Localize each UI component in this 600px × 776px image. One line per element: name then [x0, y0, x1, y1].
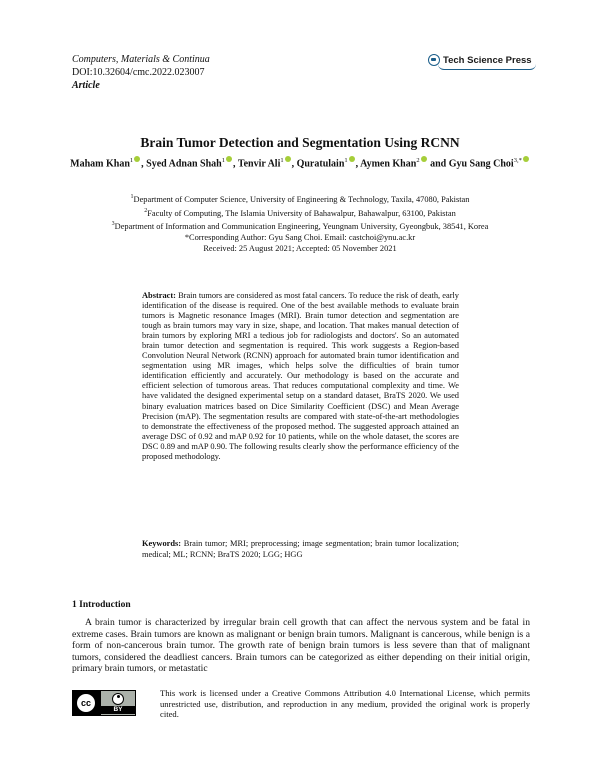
author-name[interactable]: Tenvir Ali	[237, 158, 281, 170]
orcid-icon[interactable]	[421, 156, 427, 162]
author-name[interactable]: Syed Adnan Shah	[146, 158, 222, 170]
abstract-text: Brain tumors are considered as most fatal cancers. To reduce the risk of death, early identification of the disease is required. One of the best available methods to evaluate brain tumors is Magnetic resonance Images (MRI). Brain tumor detection and segmentation are tough as brain tumors may vary in size, shape, and location. That makes manual detection of brain tumors by exploring MRI a tedious job for radiologists and doctors'. So an automated brain tumor detection and segmentation is required. This work suggests a Region-based Convolution Neural Network (RCNN) approach for automated brain tumor identification and segmentation using MR images, which helps solve the difficulties of brain tumor identification efficiently and accurately. Our methodology is based on the accurate and efficient selection of tumorous areas. That reduces computational complexity and time. We have validated the designed experimental setup on a standard dataset, BraTS 2020. We used binary evaluation matrices based on Dice Similarity Coefficient (DSC) and Mean Average Precision (mAP). The segmentation results are compared with state-of-the-art methodologies to demonstrate the effectiveness of the proposed method. The suggested approach attained an average DSC of 0.92 and mAP 0.92 for 10 patients, while on the whole dataset, the scores are DSC 0.89 and mAP 0.90. The following results clearly show the performance efficiency of the proposed methodology.	[142, 291, 459, 461]
author-name[interactable]: Aymen Khan	[360, 158, 417, 170]
received-accepted-dates: Received: 25 August 2021; Accepted: 05 November 2021	[203, 243, 397, 253]
abstract-label: Abstract:	[142, 291, 176, 300]
author-affiliation-sup: 1	[129, 157, 134, 164]
orcid-icon[interactable]	[134, 156, 140, 162]
by-label: BY	[101, 706, 135, 714]
publisher-swoosh-icon	[438, 64, 536, 70]
author-affiliation-sup: 2	[416, 157, 420, 164]
cc-by-license-badge[interactable]	[72, 690, 136, 716]
keywords-text: Brain tumor; MRI; preprocessing; image segmentation; brain tumor localization; medical; ML; RCNN; BraTS 2020; LGG; HGG	[142, 539, 460, 559]
author-affiliation-sup: 1	[344, 157, 348, 164]
article-type: Article	[72, 80, 100, 91]
author-name[interactable]: Maham Khan	[70, 158, 130, 170]
section-body-text: A brain tumor is characterized by irregular brain cell growth that can affect the nervous system and be fatal in extreme cases. Brain tumors are known as malignant or benign brain tumors. Malignant is cancerous, while benign is a form of non-cancerous brain tumor. The growth rate of benign brain tumors is less severe than that of malignant tumors, considered the deadliest cancers. Brain tumors can be categorized as either depending on their initial origin, primary brain tumors, or metastatic	[72, 617, 530, 674]
publisher-logo[interactable]	[428, 52, 538, 68]
author-affiliation-sup: 3,*	[513, 157, 522, 164]
creative-commons-icon: cc	[75, 692, 97, 714]
author-name[interactable]: Gyu Sang Choi	[448, 158, 514, 170]
author-list: Maham Khan$^1$ , Syed Adnan Shah$^1$ , Tenvir Ali$^1$ , Quratulain$^1$ , Aymen Khan$^2$ and Gyu Sang Choi$^{3,*}$	[0, 156, 600, 169]
attribution-panel	[101, 691, 135, 715]
author-affiliation-sup: 1	[221, 157, 225, 164]
keywords-label: Keywords:	[142, 539, 182, 548]
abstract	[142, 291, 459, 462]
affiliation: $^2$Faculty of Computing, The Islamia University of Bahawalpur, Bahawalpur, 63100, Pakistan	[144, 207, 456, 218]
corresponding-author: *Corresponding Author: Gyu Sang Choi. Email: castchoi@ynu.ac.kr	[184, 232, 416, 242]
section-heading: 1 Introduction	[72, 600, 131, 610]
affiliation: $^1$Department of Computer Science, University of Engineering & Technology, Taxila, 47080, Pakistan	[130, 194, 470, 204]
license-footer	[72, 688, 530, 728]
doi[interactable]: DOI:10.32604/cmc.2022.023007	[72, 67, 205, 78]
author-affiliation-sup: 1	[280, 157, 284, 164]
orcid-icon[interactable]	[226, 156, 232, 162]
attribution-person-icon	[112, 693, 124, 705]
journal-name: Computers, Materials & Continua	[72, 54, 210, 65]
publisher-name: Tech Science Press	[443, 54, 532, 66]
affiliation: $^3$Department of Information and Communication Engineering, Yeungnam University, Gyeongbuk, 38541, Korea	[111, 221, 489, 231]
author-name[interactable]: Quratulain	[296, 158, 345, 170]
paper-title: Brain Tumor Detection and Segmentation Using RCNN	[140, 135, 460, 150]
license-text: This work is licensed under a Creative Commons Attribution 4.0 International License, which permits unrestricted use, distribution, and reproduction in any medium, provided the original work is properly cited.	[160, 688, 530, 720]
orcid-icon[interactable]	[349, 156, 355, 162]
orcid-icon[interactable]	[285, 156, 291, 162]
orcid-icon[interactable]	[523, 156, 529, 162]
affiliations-block	[60, 192, 540, 254]
keywords	[142, 539, 459, 560]
